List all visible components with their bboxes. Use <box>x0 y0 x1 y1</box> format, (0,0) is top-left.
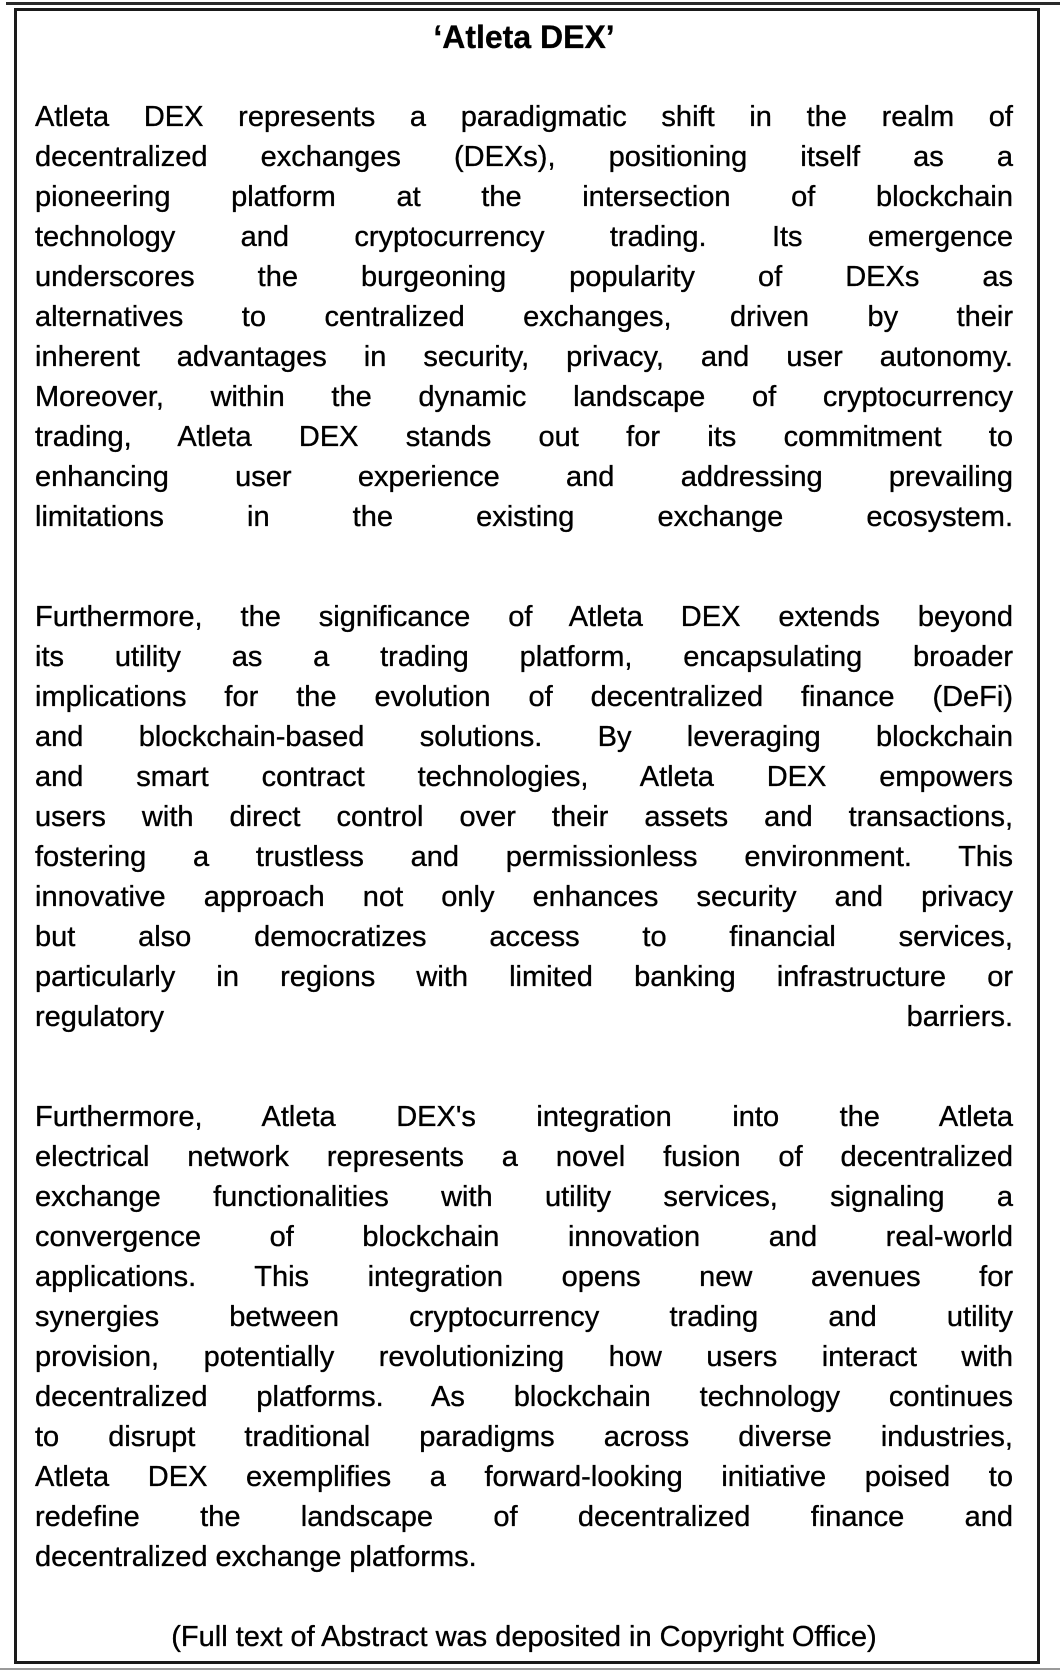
text-line: Furthermore, Atleta DEX's integration into the Atleta <box>35 1101 1013 1133</box>
text-line: Furthermore, the significance of Atleta DEX extends beyond <box>35 601 1013 633</box>
text-line: applications. This integration opens new avenues for <box>35 1261 1013 1293</box>
text-line: limitations in the existing exchange ecosystem. <box>35 501 1013 533</box>
text-line: convergence of blockchain innovation and real-world <box>35 1221 1013 1253</box>
text-line: redefine the landscape of decentralized finance and <box>35 1501 1013 1533</box>
text-line: its utility as a trading platform, encapsulating broader <box>35 641 1013 673</box>
text-line: provision, potentially revolutionizing how users interact with <box>35 1341 1013 1373</box>
text-line: decentralized platforms. As blockchain technology continues <box>35 1381 1013 1413</box>
text-line: fostering a trustless and permissionless environment. This <box>35 841 1013 873</box>
page-title: ‘Atleta DEX’ <box>433 19 615 55</box>
text-line: alternatives to centralized exchanges, driven by their <box>35 301 1013 333</box>
scan-edge-line-top <box>6 2 1060 5</box>
text-line: electrical network represents a novel fusion of decentralized <box>35 1141 1013 1173</box>
abstract-body <box>35 97 1013 1577</box>
text-line: underscores the burgeoning popularity of DEXs as <box>35 261 1013 293</box>
text-line: innovative approach not only enhances security and privacy <box>35 881 1013 913</box>
abstract-paragraph <box>35 1097 1013 1577</box>
text-line: Atleta DEX exemplifies a forward-looking initiative poised to <box>35 1461 1013 1493</box>
text-line: enhancing user experience and addressing prevailing <box>35 461 1013 493</box>
text-line: pioneering platform at the intersection of blockchain <box>35 181 1013 213</box>
text-line: but also democratizes access to financial services, <box>35 921 1013 953</box>
text-line: Moreover, within the dynamic landscape of cryptocurrency <box>35 381 1013 413</box>
document-border-frame <box>14 8 1040 1664</box>
abstract-paragraph <box>35 97 1013 537</box>
text-line: to disrupt traditional paradigms across diverse industries, <box>35 1421 1013 1453</box>
copyright-deposit-note: (Full text of Abstract was deposited in Copyright Office) <box>171 1621 877 1653</box>
text-line: inherent advantages in security, privacy, and user autonomy. <box>35 341 1013 373</box>
text-line: trading, Atleta DEX stands out for its commitment to <box>35 421 1013 453</box>
scan-edge-line-bottom <box>0 1668 1060 1670</box>
text-line: technology and cryptocurrency trading. Its emergence <box>35 221 1013 253</box>
text-line: synergies between cryptocurrency trading and utility <box>35 1301 1013 1333</box>
text-line: particularly in regions with limited banking infrastructure or <box>35 961 1013 993</box>
text-line: decentralized exchanges (DEXs), positioning itself as a <box>35 141 1013 173</box>
text-line: regulatory barriers. <box>35 1001 1013 1033</box>
text-line: decentralized exchange platforms. <box>35 1541 477 1573</box>
text-line: users with direct control over their assets and transactions, <box>35 801 1013 833</box>
text-line: Atleta DEX represents a paradigmatic shift in the realm of <box>35 101 1013 133</box>
text-line: and blockchain-based solutions. By leveraging blockchain <box>35 721 1013 753</box>
text-line: exchange functionalities with utility services, signaling a <box>35 1181 1013 1213</box>
text-line: implications for the evolution of decentralized finance (DeFi) <box>35 681 1013 713</box>
abstract-paragraph <box>35 597 1013 1037</box>
text-line: and smart contract technologies, Atleta DEX empowers <box>35 761 1013 793</box>
